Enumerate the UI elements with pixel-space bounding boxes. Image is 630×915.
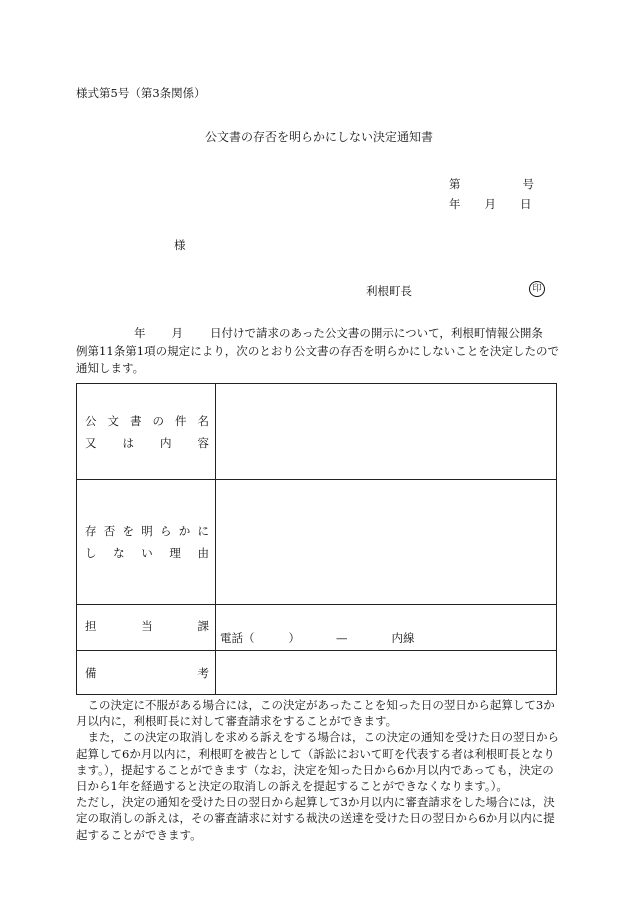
table-row-document-subject: [77, 384, 557, 480]
document-number-line: [449, 176, 534, 192]
intro-month: 月: [171, 326, 183, 340]
date-month: 月: [484, 197, 496, 211]
field-reason[interactable]: [216, 480, 557, 605]
note-paragraph: ただし，決定の通知を受けた日の翌日から起算して3か月以内に審査請求をした場合には，決定の取消しの訴えは，その審査請求に対する裁決の送達を受けた日の翌日から6か月以内に提起することができます。: [76, 795, 555, 842]
phone-paren-close: ）: [288, 631, 300, 645]
label-department: [77, 605, 216, 651]
number-prefix: 第: [449, 177, 461, 191]
intro-year: 年: [134, 326, 146, 340]
table-row-remarks: [77, 651, 557, 695]
decision-form-table: [76, 383, 557, 695]
field-document-subject[interactable]: [216, 384, 557, 480]
note-paragraph: また，この決定の取消しを求める訴えをする場合は，この決定の通知を受けた日の翌日から起算して6か月以内に，利根町を被告として（訴訟において町を代表する者は利根町長となります。），提起することができます（なお，決定を知った日から6か月以内であっても，決定の日から1年を経過すると決定の取消しの訴えを提起することができなくなります。）。: [76, 730, 559, 794]
table-row-department: [77, 605, 557, 651]
intro-paragraph: [76, 325, 559, 378]
field-department[interactable]: [216, 605, 557, 651]
issuer-name: 利根町長: [366, 284, 412, 298]
date-line: [449, 196, 532, 212]
label-line: し な い 理 由: [85, 546, 209, 560]
label-line: 又 は 内 容: [85, 435, 209, 450]
table-row-reason: [77, 480, 557, 605]
label-line: 担 当 課: [85, 619, 209, 633]
seal-mark: 印: [529, 281, 545, 297]
label-line: 存 否 を 明 ら か に: [85, 524, 209, 538]
label-remarks: [77, 651, 216, 695]
phone-label: 電話（: [220, 631, 255, 645]
date-day: 日: [520, 197, 532, 211]
document-title: 公文書の存否を明らかにしない決定通知書: [205, 130, 434, 144]
form-number: 様式第5号（第3条関係）: [76, 86, 206, 100]
phone-dash: —: [336, 631, 348, 645]
field-remarks[interactable]: [216, 651, 557, 695]
label-reason: [77, 480, 216, 605]
notes-section: [76, 697, 559, 843]
extension-label: 内線: [391, 631, 415, 645]
number-suffix: 号: [522, 177, 534, 191]
date-year: 年: [449, 197, 461, 211]
intro-text-rest: 例第11条第1項の規定により，次のとおり公文書の存否を明らかにしないことを決定したので通知します。: [76, 343, 559, 375]
addressee-suffix: 様: [174, 238, 186, 252]
phone-line: [220, 630, 415, 646]
label-document-subject: [77, 384, 216, 480]
note-paragraph: この決定に不服がある場合には，この決定があったことを知った日の翌日から起算して3か月以内に，利根町長に対して審査請求をすることができます。: [76, 698, 555, 729]
label-line: 公 文 書 の 件 名: [85, 413, 209, 428]
intro-text-line1: 日付けで請求のあった公文書の開示について，利根町情報公開条: [210, 326, 543, 340]
label-line: 備 考: [85, 665, 209, 680]
